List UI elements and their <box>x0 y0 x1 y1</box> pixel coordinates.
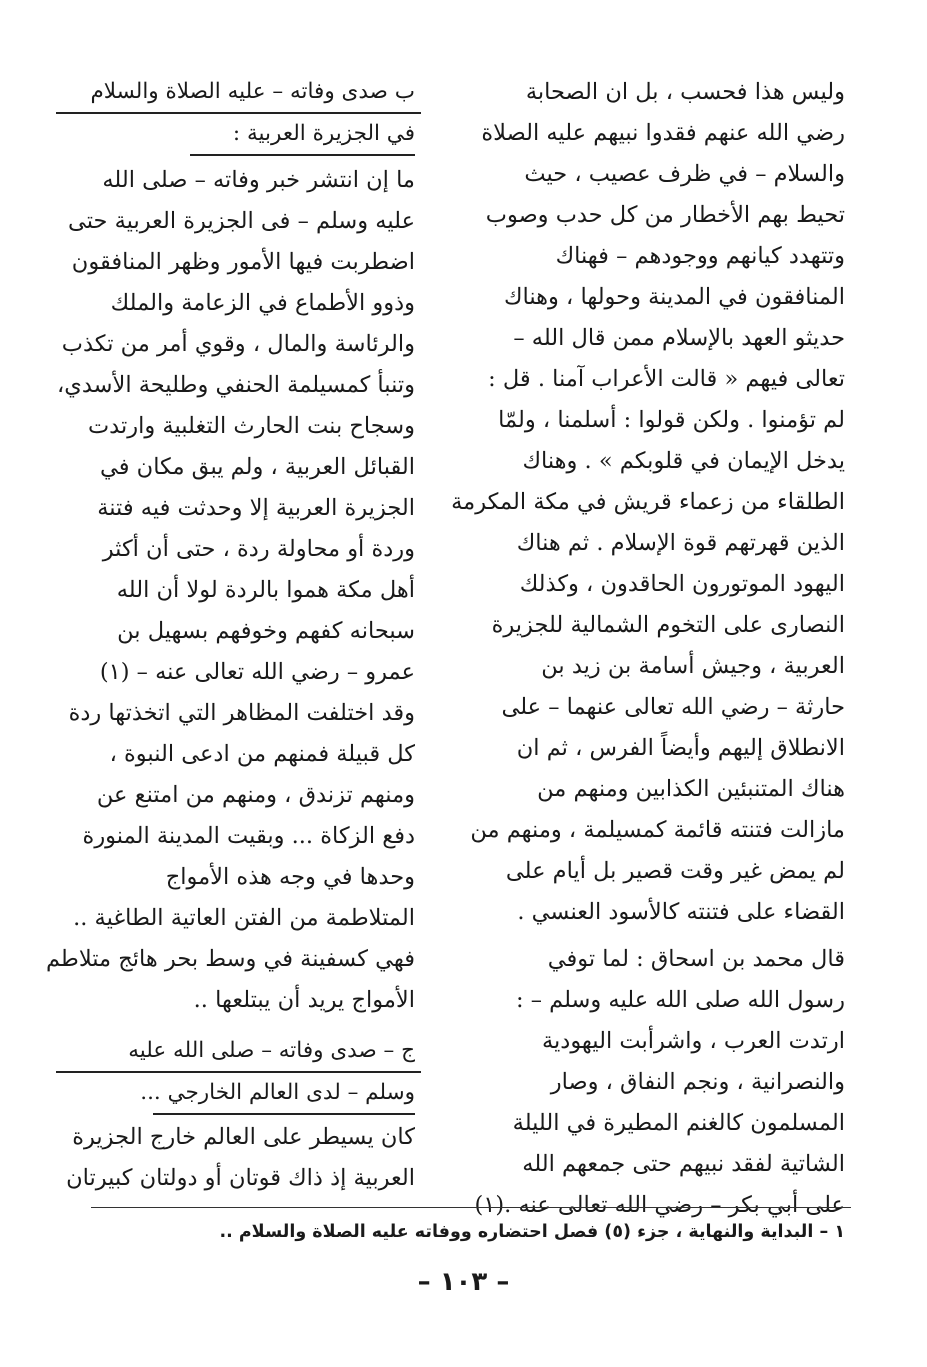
text-line: المسلمون كالغنم المطيرة في الليلة <box>512 1110 845 1136</box>
text-line: المنافقون في المدينة وحولها ، وهناك <box>503 284 845 310</box>
text-line: رضي الله عنهم فقدوا نبيهم عليه الصلاة <box>481 120 845 146</box>
text-line: وسجاح بنت الحارث التغلبية وارتدت <box>88 413 415 439</box>
text-line: هناك المتنبئين الكذابين ومنهم من <box>537 776 845 802</box>
text-line: يدخل الإيمان في قلوبكم » . وهناك <box>522 448 845 474</box>
right-column <box>451 72 845 1226</box>
text-line: اليهود الموتورون الحاقدون ، وكذلك <box>519 571 845 597</box>
text-line: دفع الزكاة ... وبقيت المدينة المنورة <box>82 823 415 849</box>
text-line: والسلام – في ظرف عصيب ، حيث <box>524 161 845 187</box>
text-line: الانطلاق إليهم وأيضاً الفرس ، ثم ان <box>516 735 845 761</box>
footnote-divider <box>91 1207 851 1208</box>
text-line: وقد اختلفت المظاهر التي اتخذتها ردة <box>68 700 415 726</box>
text-line: ما إن انتشر خبر وفاته – صلى الله <box>102 167 415 193</box>
text-line: وتتهدد كيانهم ووجودهم – فهناك <box>555 243 845 269</box>
text-line: تعالى فيهم « قالت الأعراب آمنا . قل : <box>488 366 845 392</box>
text-line: كل قبيلة فمنهم من ادعى النبوة ، <box>109 741 415 767</box>
text-line: رسول الله صلى الله عليه وسلم – : <box>516 987 845 1013</box>
text-line: مازالت فتنته قائمة كمسيلمة ، ومنهم من <box>470 817 845 843</box>
paragraph-outside-world <box>60 1117 415 1199</box>
section-c-heading: ج – صدى وفاته – صلى الله عليه <box>128 1038 415 1063</box>
text-line: الأمواج يريد أن يبتلعها .. <box>193 987 415 1013</box>
text-line: لم يمض غير وقت قصير بل أيام على <box>505 858 845 884</box>
text-line: عمرو – رضي الله تعالى عنه – (١) <box>99 659 415 685</box>
text-line: تحيط بهم الأخطار من كل حدب وصوب <box>485 202 845 228</box>
text-line: وتنبأ كمسيلمة الحنفي وطليحة الأسدي، <box>56 372 415 398</box>
text-line: النصارى على التخوم الشمالية للجزيرة <box>491 612 845 638</box>
text-line: حارثة – رضي الله تعالى عنهما – على <box>501 694 845 720</box>
text-line: وردة أو محاولة ردة ، حتى أن أكثر <box>102 536 415 562</box>
subheading-underline <box>153 1113 415 1115</box>
text-line: وذوو الأطماع في الزعامة والملك <box>110 290 415 316</box>
text-line: والنصرانية ، ونجم النفاق ، وصار <box>550 1069 845 1095</box>
text-line: سبحانه كفهم وخوفهم بسهيل بن <box>117 618 415 644</box>
text-line: القضاء على فتنته كالأسود العنسي . <box>517 899 845 925</box>
section-c-subheading: وسلم – لدى العالم الخارجي ... <box>140 1080 415 1105</box>
text-line: العربية ، وجيش أسامة بن زيد بن <box>541 653 845 679</box>
section-b-subheading: في الجزيرة العربية : <box>232 121 415 146</box>
text-line: ارتدت العرب ، واشرأبت اليهودية <box>541 1028 845 1054</box>
text-line: وحدها في وجه هذه الأمواج <box>165 864 415 890</box>
text-line: وليس هذا فحسب ، بل ان الصحابة <box>525 79 845 105</box>
text-line: العربية إذ ذاك قوتان أو دولتان كبيرتان <box>66 1165 415 1191</box>
text-line: فهي كسفينة في وسط بحر هائج متلاطم <box>45 946 415 972</box>
paragraph-ibn-ishaq-quote <box>474 939 845 1226</box>
left-column <box>45 72 415 1199</box>
subheading-underline <box>190 154 415 156</box>
text-line: على أبي بكر – رضي الله تعالى عنه .(١) <box>474 1192 845 1218</box>
text-line: والرئاسة والمال ، وقوي أمر من تكذب <box>61 331 415 357</box>
text-line: الشاتية لفقد نبيهم حتى جمعهم الله <box>522 1151 845 1177</box>
text-line: المتلاطمة من الفتن العاتية الطاغية .. <box>73 905 415 931</box>
text-line: أهل مكة هموا بالردة لولا أن الله <box>116 577 415 603</box>
section-b-heading: ب صدى وفاته – عليه الصلاة والسلام <box>90 79 415 104</box>
text-line: قال محمد بن اسحاق : لما توفي <box>547 946 845 972</box>
text-line: كان يسيطر على العالم خارج الجزيرة <box>72 1124 415 1150</box>
text-line: عليه وسلم – فى الجزيرة العربية حتى <box>68 208 415 234</box>
paragraph-companions-crisis <box>451 72 845 933</box>
footnote: ١ – البداية والنهاية ، جزء (٥) فصل احتضاره ووفاته عليه الصلاة والسلام .. <box>219 1222 845 1242</box>
text-line: القبائل العربية ، ولم يبق مكان في <box>100 454 415 480</box>
text-line: الذين قهرتهم قوة الإسلام . ثم هناك <box>516 530 845 556</box>
text-line: ومنهم تزندق ، ومنهم من امتنع عن <box>96 782 415 808</box>
text-line: الجزيرة العربية إلا وحدثت فيه فتنة <box>97 495 415 521</box>
text-line: لم تؤمنوا . ولكن قولوا : أسلمنا ، ولمّا <box>498 407 845 433</box>
paragraph-arabian-peninsula <box>45 160 415 1021</box>
text-line: اضطربت فيها الأمور وظهر المنافقون <box>71 249 415 275</box>
text-line: حديثو العهد بالإسلام ممن قال الله – <box>513 325 845 351</box>
text-line: الطلقاء من زعماء قريش في مكة المكرمة <box>451 489 845 515</box>
page-number: – ١٠٣ – <box>417 1267 510 1297</box>
